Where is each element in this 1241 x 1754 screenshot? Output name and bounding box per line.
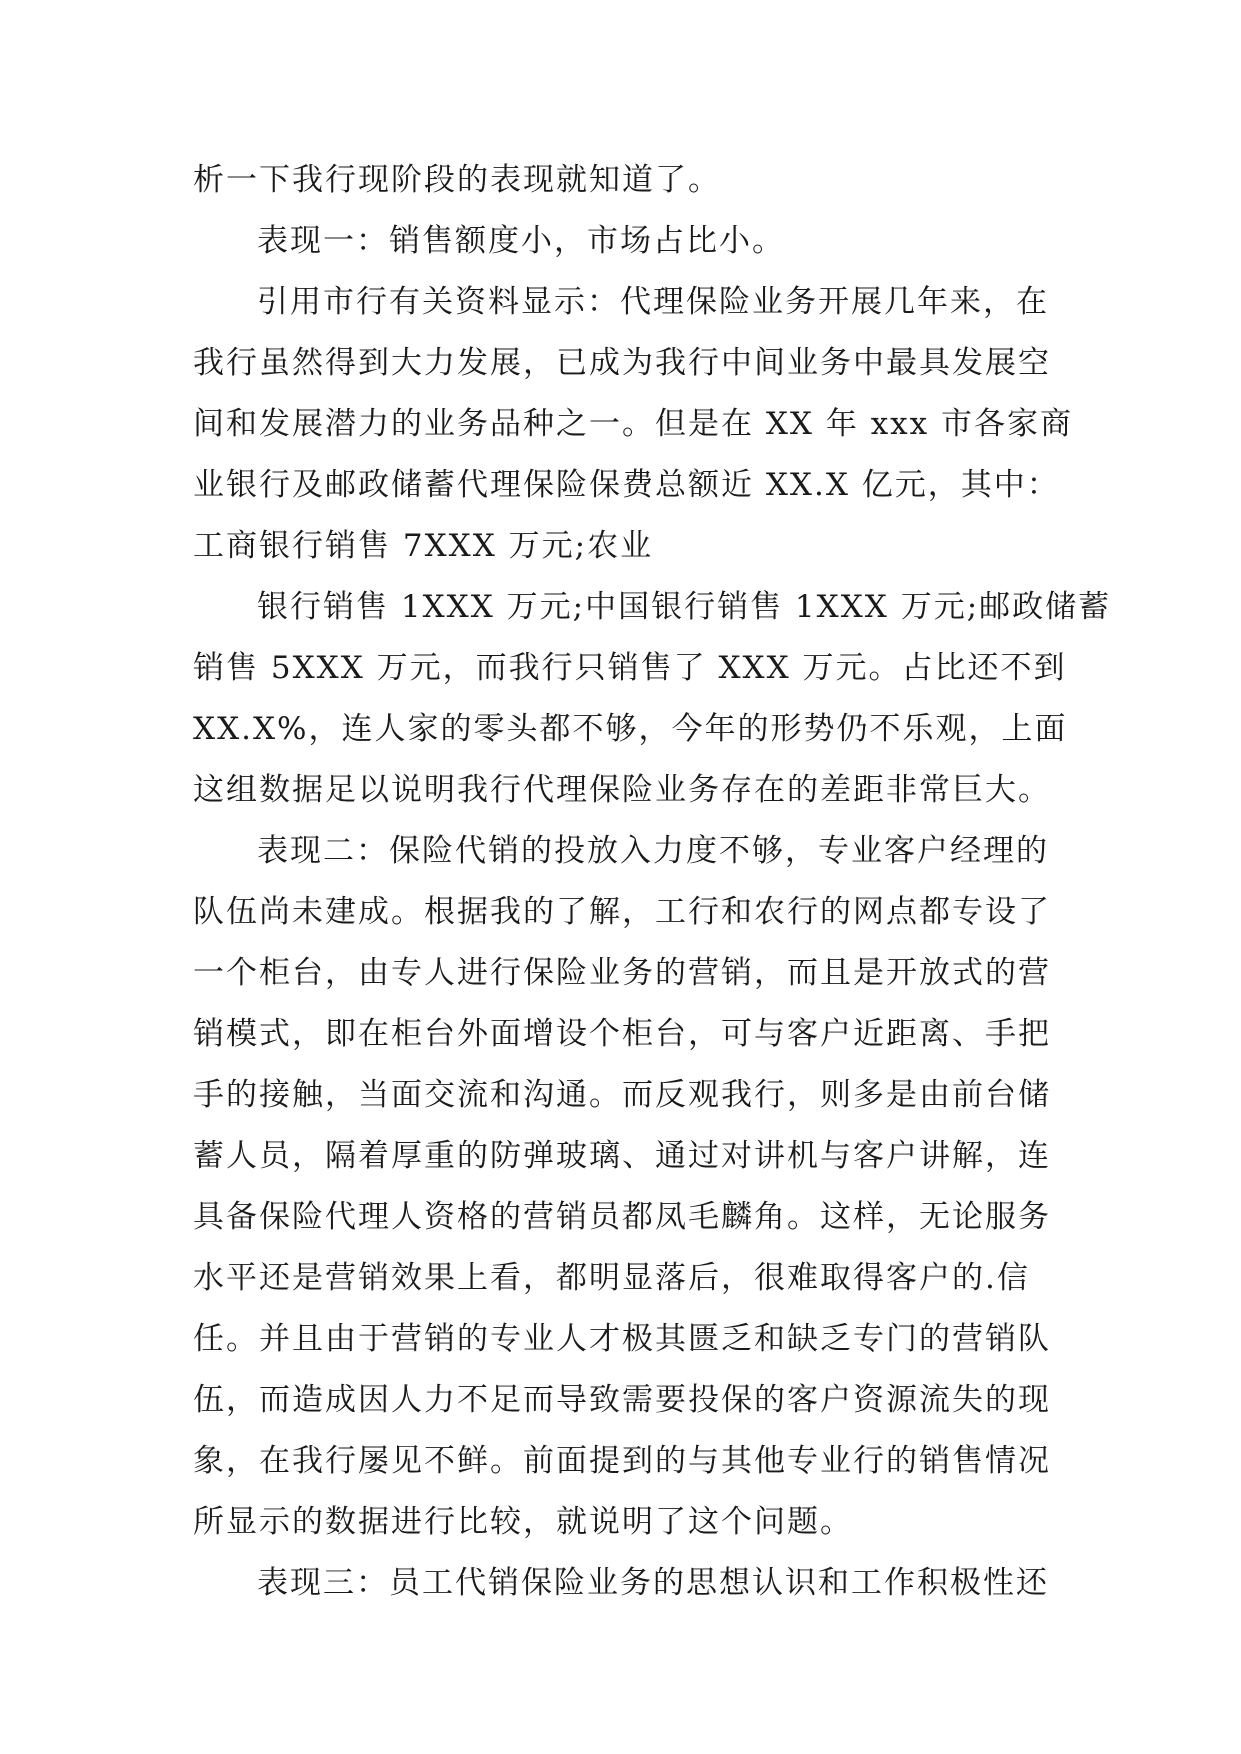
text-line: 表现一：销售额度小，市场占比小。 [257, 223, 785, 259]
text-line: XX.X%，连人家的零头都不够，今年的形势仍不乐观，上面 [193, 711, 1068, 747]
text-line: 具备保险代理人资格的营销员都凤毛麟角。这样，无论服务 [193, 1199, 1051, 1235]
text-line: 表现三：员工代销保险业务的思想认识和工作积极性还 [257, 1565, 1049, 1601]
text-line: 银行销售 1XXX 万元;中国银行销售 1XXX 万元;邮政储蓄 [257, 589, 1112, 625]
text-line: 析一下我行现阶段的表现就知道了。 [193, 162, 721, 198]
text-line: 这组数据足以说明我行代理保险业务存在的差距非常巨大。 [193, 772, 1051, 808]
text-line: 任。并且由于营销的专业人才极其匮乏和缺乏专门的营销队 [193, 1321, 1051, 1357]
text-line: 手的接触，当面交流和沟通。而反观我行，则多是由前台储 [193, 1077, 1051, 1113]
text-line: 我行虽然得到大力发展，已成为我行中间业务中最具发展空 [193, 345, 1051, 381]
text-line: 水平还是营销效果上看，都明显落后，很难取得客户的.信 [193, 1260, 1030, 1296]
text-line: 伍，而造成因人力不足而导致需要投保的客户资源流失的现 [193, 1382, 1051, 1418]
text-line: 业银行及邮政储蓄代理保险保费总额近 XX.X 亿元，其中： [193, 467, 1060, 503]
text-line: 间和发展潜力的业务品种之一。但是在 XX 年 xxx 市各家商 [193, 406, 1074, 442]
text-line: 销模式，即在柜台外面增设个柜台，可与客户近距离、手把 [193, 1016, 1051, 1052]
text-line: 引用市行有关资料显示：代理保险业务开展几年来，在 [257, 284, 1049, 320]
text-line: 工商银行销售 7XXX 万元;农业 [193, 528, 654, 564]
text-line: 一个柜台，由专人进行保险业务的营销，而且是开放式的营 [193, 955, 1051, 991]
text-line: 销售 5XXX 万元，而我行只销售了 XXX 万元。占比还不到 [193, 650, 1067, 686]
text-line: 蓄人员，隔着厚重的防弹玻璃、通过对讲机与客户讲解，连 [193, 1138, 1051, 1174]
text-line: 象，在我行屡见不鲜。前面提到的与其他专业行的销售情况 [193, 1443, 1051, 1479]
text-line: 表现二：保险代销的投放入力度不够，专业客户经理的 [257, 833, 1049, 869]
text-line: 所显示的数据进行比较，就说明了这个问题。 [193, 1504, 853, 1540]
text-line: 队伍尚未建成。根据我的了解，工行和农行的网点都专设了 [193, 894, 1051, 930]
document-body [193, 150, 1112, 1614]
